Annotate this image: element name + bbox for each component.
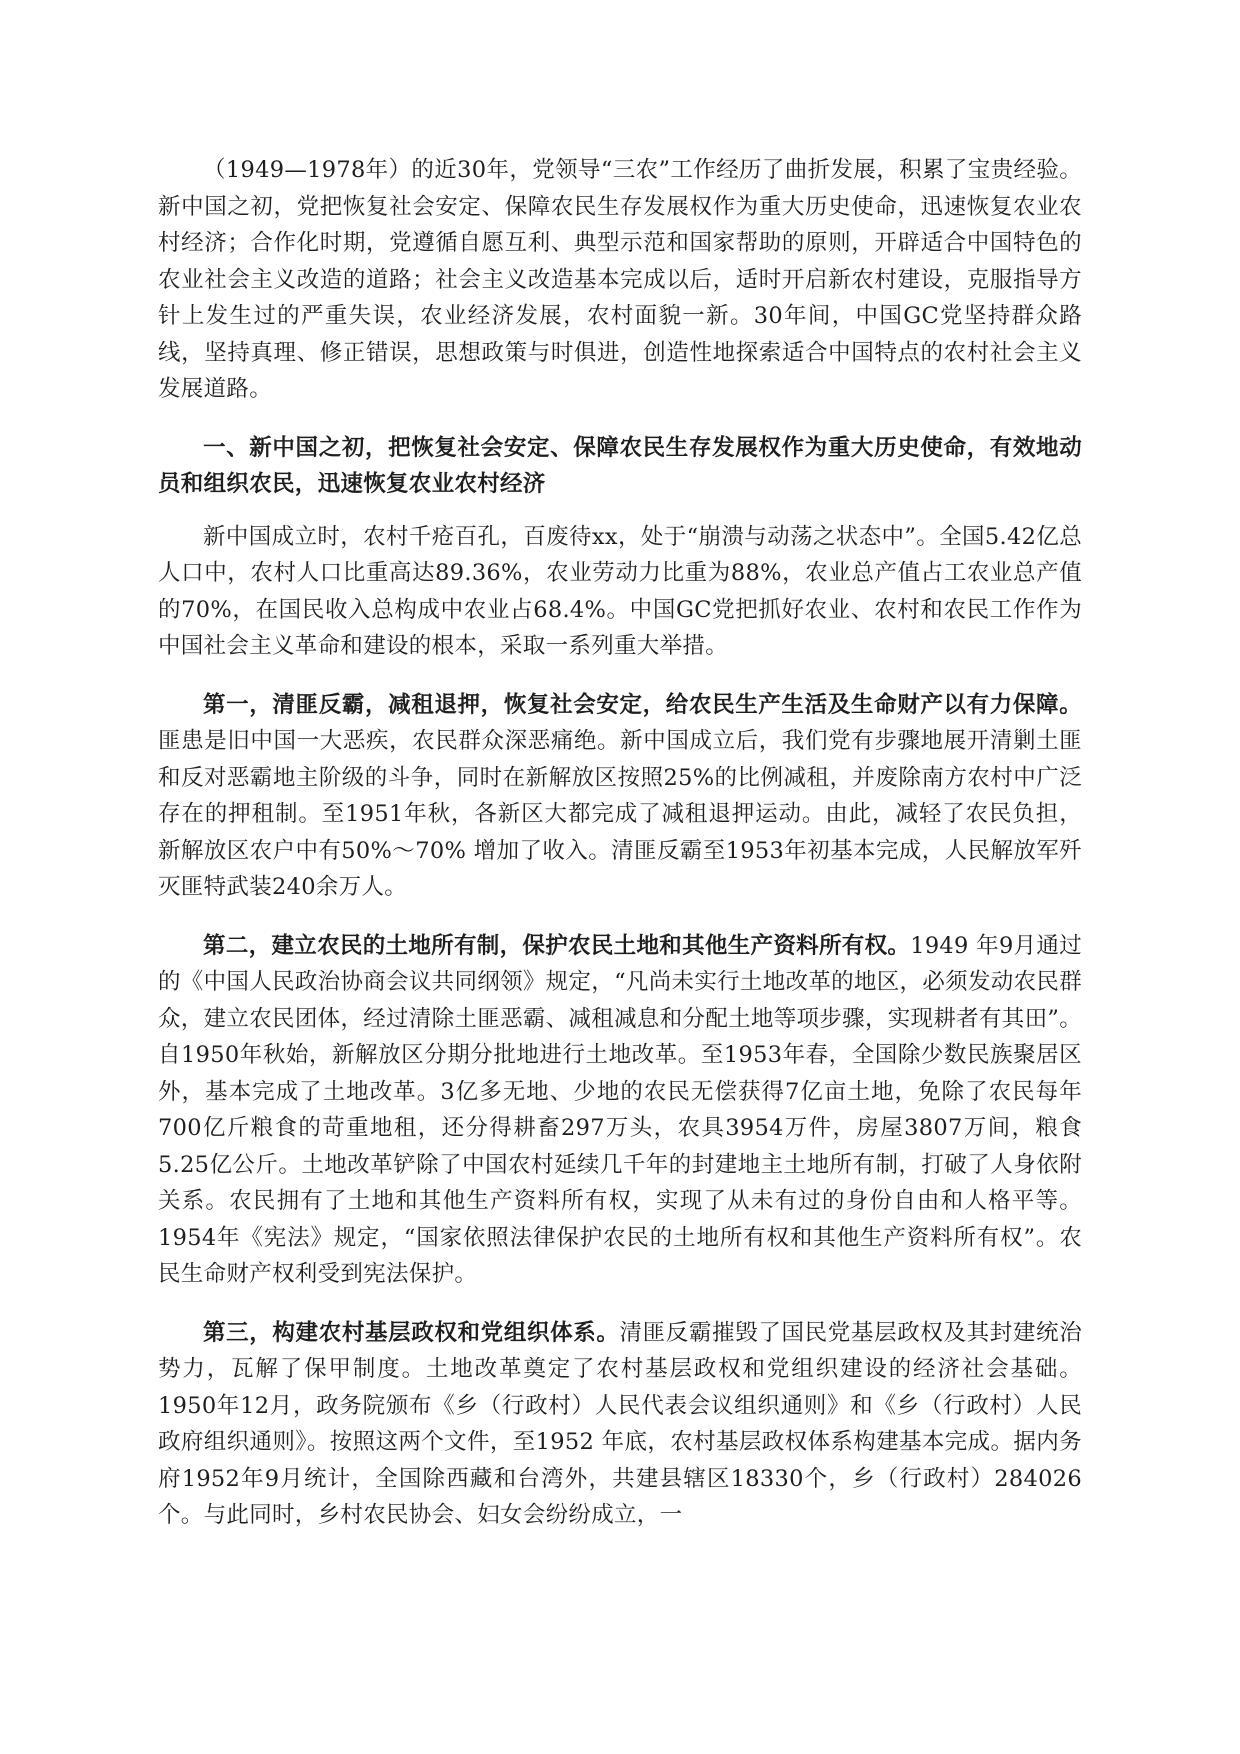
point-1-lead: 第一，清匪反霸，减租退押，恢复社会安定，给农民生产生活及生命财产以有力保障。 [203, 691, 1082, 718]
point-3-body: 清匪反霸摧毁了国民党基层政权及其封建统治势力，瓦解了保甲制度。土地改革奠定了农村基层政权和党组织建设的经济社会基础。1950年12月，政务院颁布《乡（行政村）人民代表会议组织通则》和《乡（行政村）人民政府组织通则》。按照这两个文件，至1952 年底，农村基层政权体系构建基本完成。据内务府1952年9月统计，全国除西藏和台湾外，共建县辖区18330个，乡（行政村）284026个。与此同时，乡村农民协会、妇女会纷纷成立，一 [158, 1319, 1082, 1528]
point-2-lead: 第二，建立农民的土地所有制，保护农民土地和其他生产资料所有权。 [203, 932, 911, 959]
point-1-body: 匪患是旧中国一大恶疾，农民群众深恶痛绝。新中国成立后，我们党有步骤地展开清剿土匪和反对恶霸地主阶级的斗争，同时在新解放区按照25%的比例减租，并废除南方农村中广泛存在的押租制。至1951年秋，各新区大都完成了减租退押运动。由此，减轻了农民负担，新解放区农户中有50%～70% 增加了收入。清匪反霸至1953年初基本完成，人民解放军歼灭匪特武装240余万人。 [158, 728, 1082, 900]
point-3-paragraph [158, 1315, 1082, 1534]
section-heading: 一、新中国之初，把恢复社会安定、保障农民生存发展权作为重大历史使命，有效地动员和组织农民，迅速恢复农业农村经济 [158, 434, 1082, 497]
point-3-lead: 第三，构建农村基层政权和党组织体系。 [203, 1319, 620, 1346]
point-1-paragraph [158, 687, 1082, 906]
point-2-body: 1949 年9月通过的《中国人民政治协商会议共同纲领》规定，“凡尚未实行土地改革的地区，必须发动农民群众，建立农民团体，经过清除土匪恶霸、减租减息和分配土地等项步骤，实现耕者有其田”。自1950年秋始，新解放区分期分批地进行土地改革。至1953年春，全国除少数民族聚居区外，基本完成了土地改革。3亿多无地、少地的农民无偿获得7亿亩土地，免除了农民每年700亿斤粮食的苛重地租，还分得耕畜297万头，农具3954万件，房屋3807万间，粮食5.25亿公斤。土地改革铲除了中国农村延续几千年的封建地主土地所有制，打破了人身依附关系。农民拥有了土地和其他生产资料所有权，实现了从未有过的身份自由和人格平等。1954年《宪法》规定，“国家依照法律保护农民的土地所有权和其他生产资料所有权”。农民生命财产权利受到宪法保护。 [158, 932, 1082, 1287]
section-paragraph: 新中国成立时，农村千疮百孔，百废待xx，处于“崩溃与动荡之状态中”。全国5.42亿总人口中，农村人口比重高达89.36%，农业劳动力比重为88%，农业总产值占工农业总产值的70%，在国民收入总构成中农业占68.4%。中国GC党把抓好农业、农村和农民工作作为中国社会主义革命和建设的根本，采取一系列重大举措。 [158, 523, 1082, 659]
document-page [158, 152, 1082, 1556]
intro-paragraph: （1949—1978年）的近30年，党领导“三农”工作经历了曲折发展，积累了宝贵经验。新中国之初，党把恢复社会安定、保障农民生存发展权作为重大历史使命，迅速恢复农业农村经济；合作化时期，党遵循自愿互利、典型示范和国家帮助的原则，开辟适合中国特色的农业社会主义改造的道路；社会主义改造基本完成以后，适时开启新农村建设，克服指导方针上发生过的严重失误，农业经济发展，农村面貌一新。30年间，中国GC党坚持群众路线，坚持真理、修正错误，思想政策与时俱进，创造性地探索适合中国特点的农村社会主义发展道路。 [158, 157, 1082, 402]
point-2-paragraph [158, 928, 1082, 1293]
